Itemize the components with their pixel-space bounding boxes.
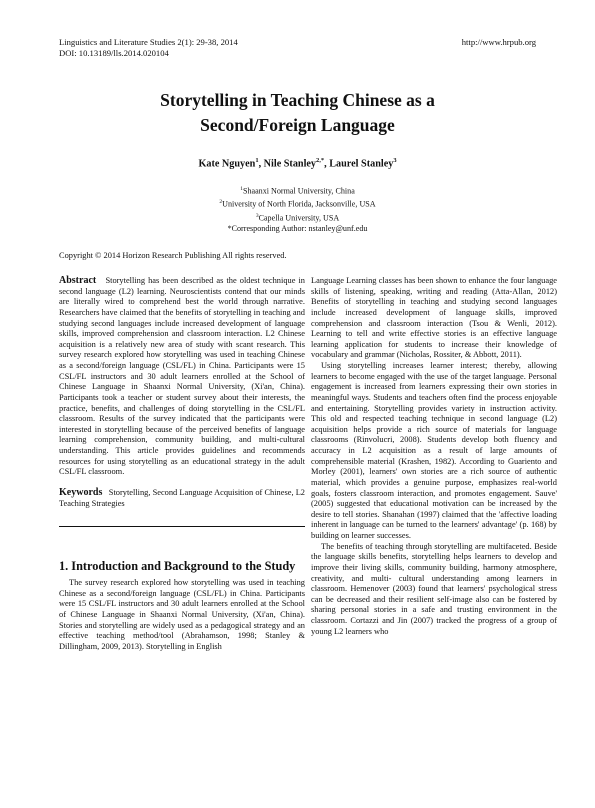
right-column [311,276,557,637]
body-paragraph: The survey research explored how storytelling was used in teaching Chinese as a second/foreign language (CSL/FL) in China. Participants were 15 CSL/FL instructors and 30 adult learners enrolled at the School of Chinese Language in Shaanxi Normal University, (Xi'an, China). Stories and storytelling are widely used as a pedagogical strategy and an effective teaching method/tool (Abrahamson, 1998; Stanley & Dillingham, 2009, 2013). Storytelling in English [59,578,305,651]
affiliations [0,184,595,234]
abstract [59,276,305,478]
abstract-label: Abstract [59,275,97,286]
keywords-text: Storytelling, Second Language Acquisition of Chinese, L2 Teaching Strategies [59,487,305,508]
abstract-text: Storytelling has been described as the oldest technique in second language (L2) learning. Neuroscientists contend that our minds are literally wired to comprehend best the world through narrative. Researchers have claimed that the benefits of storytelling in teaching and studying second languages include increased development of language skills, improved comprehension and classroom interaction. L2 Chinese acquisition is a relatively new area of study with scant research. This survey research explored how storytelling was used in teaching Chinese as a second/foreign language (CSL/FL) in China. Participants were 15 CSL/FL instructors and 30 adult learners enrolled at the School of Chinese Language in Shaanxi Normal University, (Xi'an, China). Participants took a teacher or student survey about their interests, the practice, benefits, and challenges of doing storytelling in the CSL/FL classroom. Results of the survey indicated that the participants were interested in storytelling because of the perceived benefits of language learning comprehension, community building, and multi-cultural understanding. This article provides guidelines and recommends resources for using storytelling as an educational strategy in the adult CSL/FL classroom. [59,276,305,477]
author-name: Kate Nguyen [198,158,256,170]
left-column [59,276,305,653]
affiliation: $^3$Capella University, USA [255,212,340,223]
body-paragraph: Using storytelling increases learner interest; thereby, allowing learners to become engaged with the use of the target language. Personal engagement is increased from learners expressing their own stories in meaningful ways. Students and teachers often find the process enjoyable and entertaining. Storytelling provides variety in instruction activity. This old and respected teaching technique in second language (L2) acquisition helps provide a rich source of materials for language classrooms (Rinvolucri, 2008). Students develop both fluency and accuracy in L2 acquisition as a result of large amounts of comprehensible material (Krashen, 1982). According to Guariento and Morley (2001), learners' own stories are a rich source of authentic material, which provides a genuine purpose, emphasizes real-world goals, fosters classroom interaction, and promotes engagement. Sauve' (2005) suggested that educational motivation can be increased by the desire to tell stories. Shanahan (1997) claimed that the 'affective loading inherent in language can be turned to the learners' advantage' (p. 168) by building on learner successes. [311,361,557,540]
body-paragraph: The benefits of teaching through storytelling are multifaceted. Beside the language skills benefits, storytelling helps learners to develop and improve their living skills, community building, harmony atmosphere, creativity, and multi- cultural understanding among learners in classroom. Hemenover (2003) found that learners' psychological stress can be decreased and their resilient self-image also can be fostered by sharing personal stories in a safe and trusting environment in the classroom. Cortazzi and Jin (2007) tracked the progress of a group of young L2 learners who [311,541,557,636]
journal-url[interactable]: http://www.hrpub.org [461,37,536,47]
body-paragraph: Language Learning classes has been shown to enhance the four language skills of listening, speaking, writing and reading (Atta-Allan, 2012) Benefits of storytelling in teaching and studying second languages include increased development of language skills, improved comprehension and classroom interaction (Tsou & Wenli, 2012). Learning to tell and write effective stories is an effective language learning application for students to increase their knowledge of vocabulary and grammar (Nicholas, Rossiter, & Abbott, 2011). [311,276,557,360]
keywords-label: Keywords [59,486,103,498]
journal-citation: Linguistics and Literature Studies 2(1): 29-38, 2014 [59,37,238,47]
author-list: Kate Nguyen$^1$, Nile Stanley$^{2,*}$, Laurel Stanley$^3$ [198,157,397,170]
corresponding-author: *Corresponding Author: nstanley@unf.edu [227,223,368,233]
author-name: Nile Stanley [263,158,317,170]
author-affil-mark: 2,* [316,157,325,164]
author-affil-mark: 3 [393,157,397,164]
paper-title [0,88,595,138]
author-name: Laurel Stanley [329,158,394,170]
copyright-notice: Copyright © 2014 Horizon Research Publishing All rights reserved. [59,251,287,260]
running-header [59,37,536,59]
section-divider [59,526,305,527]
affiliation: $^1$Shaanxi Normal University, China [240,186,355,196]
author-affil-mark: 1 [255,157,259,164]
title-line-1: Storytelling in Teaching Chinese as a [160,90,435,110]
keywords [59,488,305,509]
section-heading: 1. Introduction and Background to the Study [59,559,296,574]
doi: DOI: 10.13189/lls.2014.020104 [59,48,169,58]
title-line-2: Second/Foreign Language [200,115,395,135]
affiliation: $^2$University of North Florida, Jacksonville, USA [219,199,376,209]
